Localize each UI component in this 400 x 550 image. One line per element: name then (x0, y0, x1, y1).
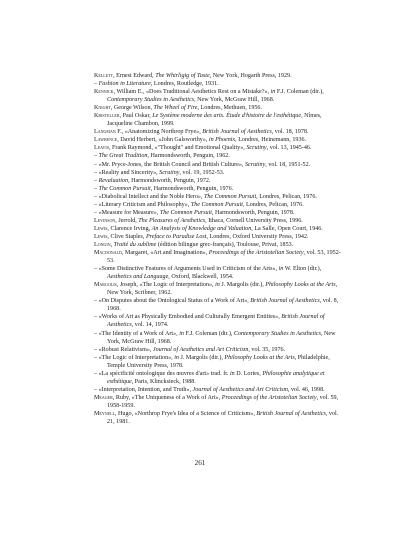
entry-title-italic: The Whirligig of Taste (155, 73, 210, 79)
bibliography-entry (94, 112, 343, 128)
entry-title-italic: Philosophy Looks at the Arts (224, 354, 295, 361)
entry-title-italic: Philosophie analytique et esthétique (107, 370, 325, 385)
entry-text: – «Reality and Sincerity», (94, 169, 160, 176)
entry-text: , vol. 13, 1945-46. (266, 145, 312, 152)
entry-text: , Londres, Pelican, 1976. (256, 193, 317, 200)
entry-author: Meynell (94, 410, 115, 417)
bibliography-entry (94, 233, 343, 241)
bibliography-entry (94, 72, 343, 80)
entry-text: , Joseph, «The Logic of Interpretation», (116, 282, 216, 289)
entry-text: , Harmondsworth, Penguin, 1972. (128, 177, 211, 184)
entry-text: , Clarence Irving, (107, 225, 152, 232)
bibliography-entry (94, 370, 343, 386)
entry-title-italic: British Journal of Aesthetics (256, 410, 326, 417)
entry-text: , Ernest Edward, (113, 73, 156, 79)
entry-title-italic: in (278, 266, 284, 273)
bibliography-list (0, 72, 400, 426)
entry-text: , Oxford, Blackwell, 1954. (168, 274, 234, 281)
entry-title-italic: in (174, 354, 179, 361)
entry-text: , Harmondsworth, Penguin, 1976. (150, 185, 234, 192)
entry-text: , vol. 59, 1958-1959. (107, 394, 339, 409)
entry-title-italic: The Wheel of Fire (153, 105, 198, 112)
entry-text: F., «Anatomizing Northrop Frye», (115, 129, 203, 136)
entry-author: Kristeller (94, 113, 120, 120)
entry-title-italic: Contemporary Studies in Aesthetics (107, 97, 195, 104)
entry-text: , New York, McGraw Hill, 1968. (194, 97, 275, 104)
entry-title-italic: in (270, 89, 276, 96)
entry-author: Leavis (94, 145, 109, 152)
entry-text: , Paris, Klincksieck, 1988. (131, 378, 196, 385)
bibliography-entry (94, 169, 343, 177)
entry-author: Lawrence (94, 137, 118, 144)
entry-text: – «Robust Relativism», (94, 346, 153, 353)
entry-text: , Hugo, «Northrop Frye's Idea of a Science of Criticism», (114, 410, 257, 417)
page-number: 261 (194, 459, 206, 467)
entry-text: – «Measure for Measure», (94, 209, 160, 216)
entry-title-italic: British Journal of Aesthetics (250, 298, 320, 305)
bibliography-entry (94, 241, 343, 249)
bibliography-entry (94, 330, 343, 346)
entry-text: J. Margolis (dir.), (219, 282, 266, 289)
bibliography-entry (94, 104, 343, 112)
entry-title-italic: Journal of Aesthetics and Art Criticism (192, 386, 288, 393)
entry-title-italic: Contemporary Studies in Aesthetics (233, 330, 321, 337)
entry-text: , Frank Raymond, «"Thought" and Emotional Quality», (108, 145, 247, 152)
entry-text: , Harmondsworth, Penguin, 1962. (147, 153, 230, 160)
entry-text: , Harmondsworth, Penguin, 1978. (211, 209, 295, 216)
entry-title-italic: The Common Pursuit (98, 185, 151, 192)
entry-title-italic: The Common Pursuit (190, 201, 243, 208)
bibliography-entry (94, 128, 343, 136)
entry-text: – «Interpretation, Intention, and Truth», (94, 386, 193, 393)
entry-author: Longin (94, 241, 111, 248)
bibliography-entry (94, 386, 343, 394)
entry-text: F.J. Coleman (dir.), (275, 89, 324, 96)
bibliography-entry (94, 152, 343, 160)
bibliography-entry (94, 193, 343, 201)
entry-title-italic: Journal of Aesthetics and Art Criticism (152, 346, 249, 353)
entry-text: – (94, 81, 99, 88)
entry-author: Macdonald (94, 250, 122, 257)
entry-text: , William E., «Does Traditional Aesthetics Rest on a Mistake?», (113, 89, 271, 96)
bibliography-entry (94, 177, 343, 185)
entry-text: , Philadelphie, Temple University Press, 1978. (107, 354, 330, 369)
entry-text: – (94, 185, 99, 192)
entry-text: , Ithaca, Cornell University Press, 1996. (205, 217, 303, 224)
bibliography-entry (94, 201, 343, 209)
entry-text: W. Elton (dir.), (283, 266, 322, 273)
bibliography-entry (94, 80, 343, 88)
entry-text: , vol. 18, 1951-52. (265, 161, 311, 168)
entry-text: – «The Identity of a Work of Art», (94, 330, 180, 337)
bibliography-entry (94, 217, 343, 225)
entry-title-italic: in (229, 370, 235, 377)
entry-title-italic: The Pleasures of Aesthetics (138, 217, 206, 224)
entry-title-italic: An Analysis of Knowledge and Valuation (151, 225, 252, 232)
entry-title-italic: Revaluation (98, 177, 129, 184)
bibliography-entry (94, 394, 343, 410)
entry-text: , vol. 53, 1952-53. (107, 250, 341, 265)
entry-text: , Londres, Heinemann, 1936. (235, 137, 307, 144)
entry-text: – (94, 153, 99, 160)
entry-author: Kennick (94, 89, 114, 96)
entry-title-italic: Philosophy Looks at the Arts (265, 282, 336, 289)
bibliography-entry (94, 136, 343, 144)
entry-text: – «On Disputes about the Ontological Status of a Work of Art», (94, 298, 251, 305)
entry-text: , New York, McGraw Hill, 1968. (107, 330, 336, 345)
entry-text: , (110, 241, 114, 248)
entry-text: , vol. 46, 1998. (287, 386, 325, 393)
entry-title-italic: in Phoenix (208, 137, 236, 144)
entry-text: J. Margolis (dir.), (178, 354, 225, 361)
entry-title-italic: Traité du sublime (113, 241, 157, 248)
bibliography-entry (94, 265, 343, 281)
bibliography-entry (94, 410, 343, 426)
entry-title-italic: Scrutiny (246, 145, 267, 152)
entry-title-italic: Proceedings of the Aristotelian Society (221, 394, 317, 401)
bibliography-entry (94, 313, 343, 329)
entry-text: , vol. 14, 1974. (131, 322, 169, 329)
entry-text: – «The Logic of Interpretation», (94, 354, 175, 361)
bibliography-entry (94, 281, 343, 297)
entry-author: Knight (94, 105, 111, 112)
bibliography-entry (94, 161, 343, 169)
bibliography-entry (94, 249, 343, 265)
bibliography-entry (94, 144, 343, 152)
entry-text: , Londres, Pelican, 1976. (242, 201, 304, 208)
entry-title-italic: The Common Pursuit (204, 193, 257, 200)
entry-author: Margolis (94, 282, 117, 289)
entry-author: Meager (94, 394, 113, 401)
bibliography-entry (94, 225, 343, 233)
bibliography-entry (94, 346, 343, 354)
entry-title-italic: The Great Tradition (98, 153, 148, 160)
entry-text: , vol. 8, 1968. (107, 298, 339, 313)
bibliography-entry (94, 88, 343, 104)
entry-title-italic: Aesthetics and Language (107, 274, 169, 281)
bibliography-entry (94, 209, 343, 217)
entry-text: – «La spécificité ontologique des œuvres d'art» trad. fr. (94, 370, 230, 377)
entry-author: Lewis (94, 233, 108, 240)
entry-title-italic: The Common Pursuit (159, 209, 212, 216)
entry-author: Kellett (94, 73, 114, 79)
entry-title-italic: British Journal of Aesthetics (202, 129, 272, 136)
bibliography-entry (94, 185, 343, 193)
entry-title-italic: Fashion in Literature (98, 81, 151, 88)
entry-title-italic: Preface to Paradise Lost (145, 233, 207, 240)
entry-title-italic: in (215, 282, 220, 289)
entry-text: , Londres, Methuen, 1956. (197, 105, 262, 112)
entry-author: Langman (94, 129, 116, 136)
entry-text: – «Mr. Pryce-Jones, the British Council and British Culture», (94, 161, 245, 168)
entry-author: Levinson (94, 217, 116, 224)
entry-text: , David Herbert, «John Galsworthy», (117, 137, 209, 144)
entry-text: F.J. Coleman (dir.), (183, 330, 234, 337)
entry-text: , Ruby, «The Uniqueness of a Work of Art», (112, 394, 222, 401)
bibliography-entry (94, 297, 343, 313)
entry-text: , vol. 19, 1952-53. (179, 169, 225, 176)
entry-text: – «Works of Art as Physically Embodied and Culturally Emergent Entities», (94, 314, 282, 321)
bibliography-entry (94, 354, 343, 370)
entry-text: – (94, 177, 99, 184)
entry-title-italic: British Journal of Aesthetics (107, 314, 325, 329)
entry-text: , La Salle, Open Court, 1946. (251, 225, 323, 232)
entry-text: , George Wilson, (110, 105, 154, 112)
entry-title-italic: Proceedings of the Aristotelian Society (208, 250, 304, 257)
entry-text: – «Diabolical Intellect and the Noble Hero», (94, 193, 204, 200)
entry-text: , vol. 18, 1978. (271, 129, 309, 136)
entry-text: D. Lories, (234, 370, 263, 377)
entry-title-italic: in (179, 330, 184, 337)
entry-text: , Londres, Routledge, 1931. (150, 81, 219, 88)
entry-text: , Margaret, «Art and Imagination», (121, 250, 209, 257)
entry-text: , Jerrold, (115, 217, 139, 224)
entry-text: , vol. 21, 1981. (107, 410, 339, 426)
entry-text: , Clive Staples, (107, 233, 146, 240)
entry-text: – «Literary Criticism and Philosophy», (94, 201, 191, 208)
entry-text: , Nîmes, Jacqueline Chambon, 1999. (107, 113, 322, 128)
entry-author: Lewis (94, 225, 108, 232)
entry-text: – «Some Distinctive Features of Arguments Used in Criticism of the Arts», (94, 266, 279, 273)
entry-text: , Londres, Oxford University Press, 1942. (206, 233, 309, 240)
entry-text: (édition bilingue grec-français), Toulouse, Privat, 1853. (156, 241, 294, 248)
entry-text: , Paul Oskar, (119, 113, 153, 120)
entry-text: , New York, Hogarth Press, 1929. (209, 73, 292, 79)
entry-title-italic: Scrutiny (244, 161, 266, 168)
entry-text: , New York, Scribner, 1962. (107, 282, 338, 297)
entry-title-italic: Scrutiny (159, 169, 180, 176)
entry-title-italic: Le Système moderne des arts. Étude d'histoire de l'esthétique (152, 113, 302, 120)
entry-text: , vol. 35, 1976. (248, 346, 286, 353)
